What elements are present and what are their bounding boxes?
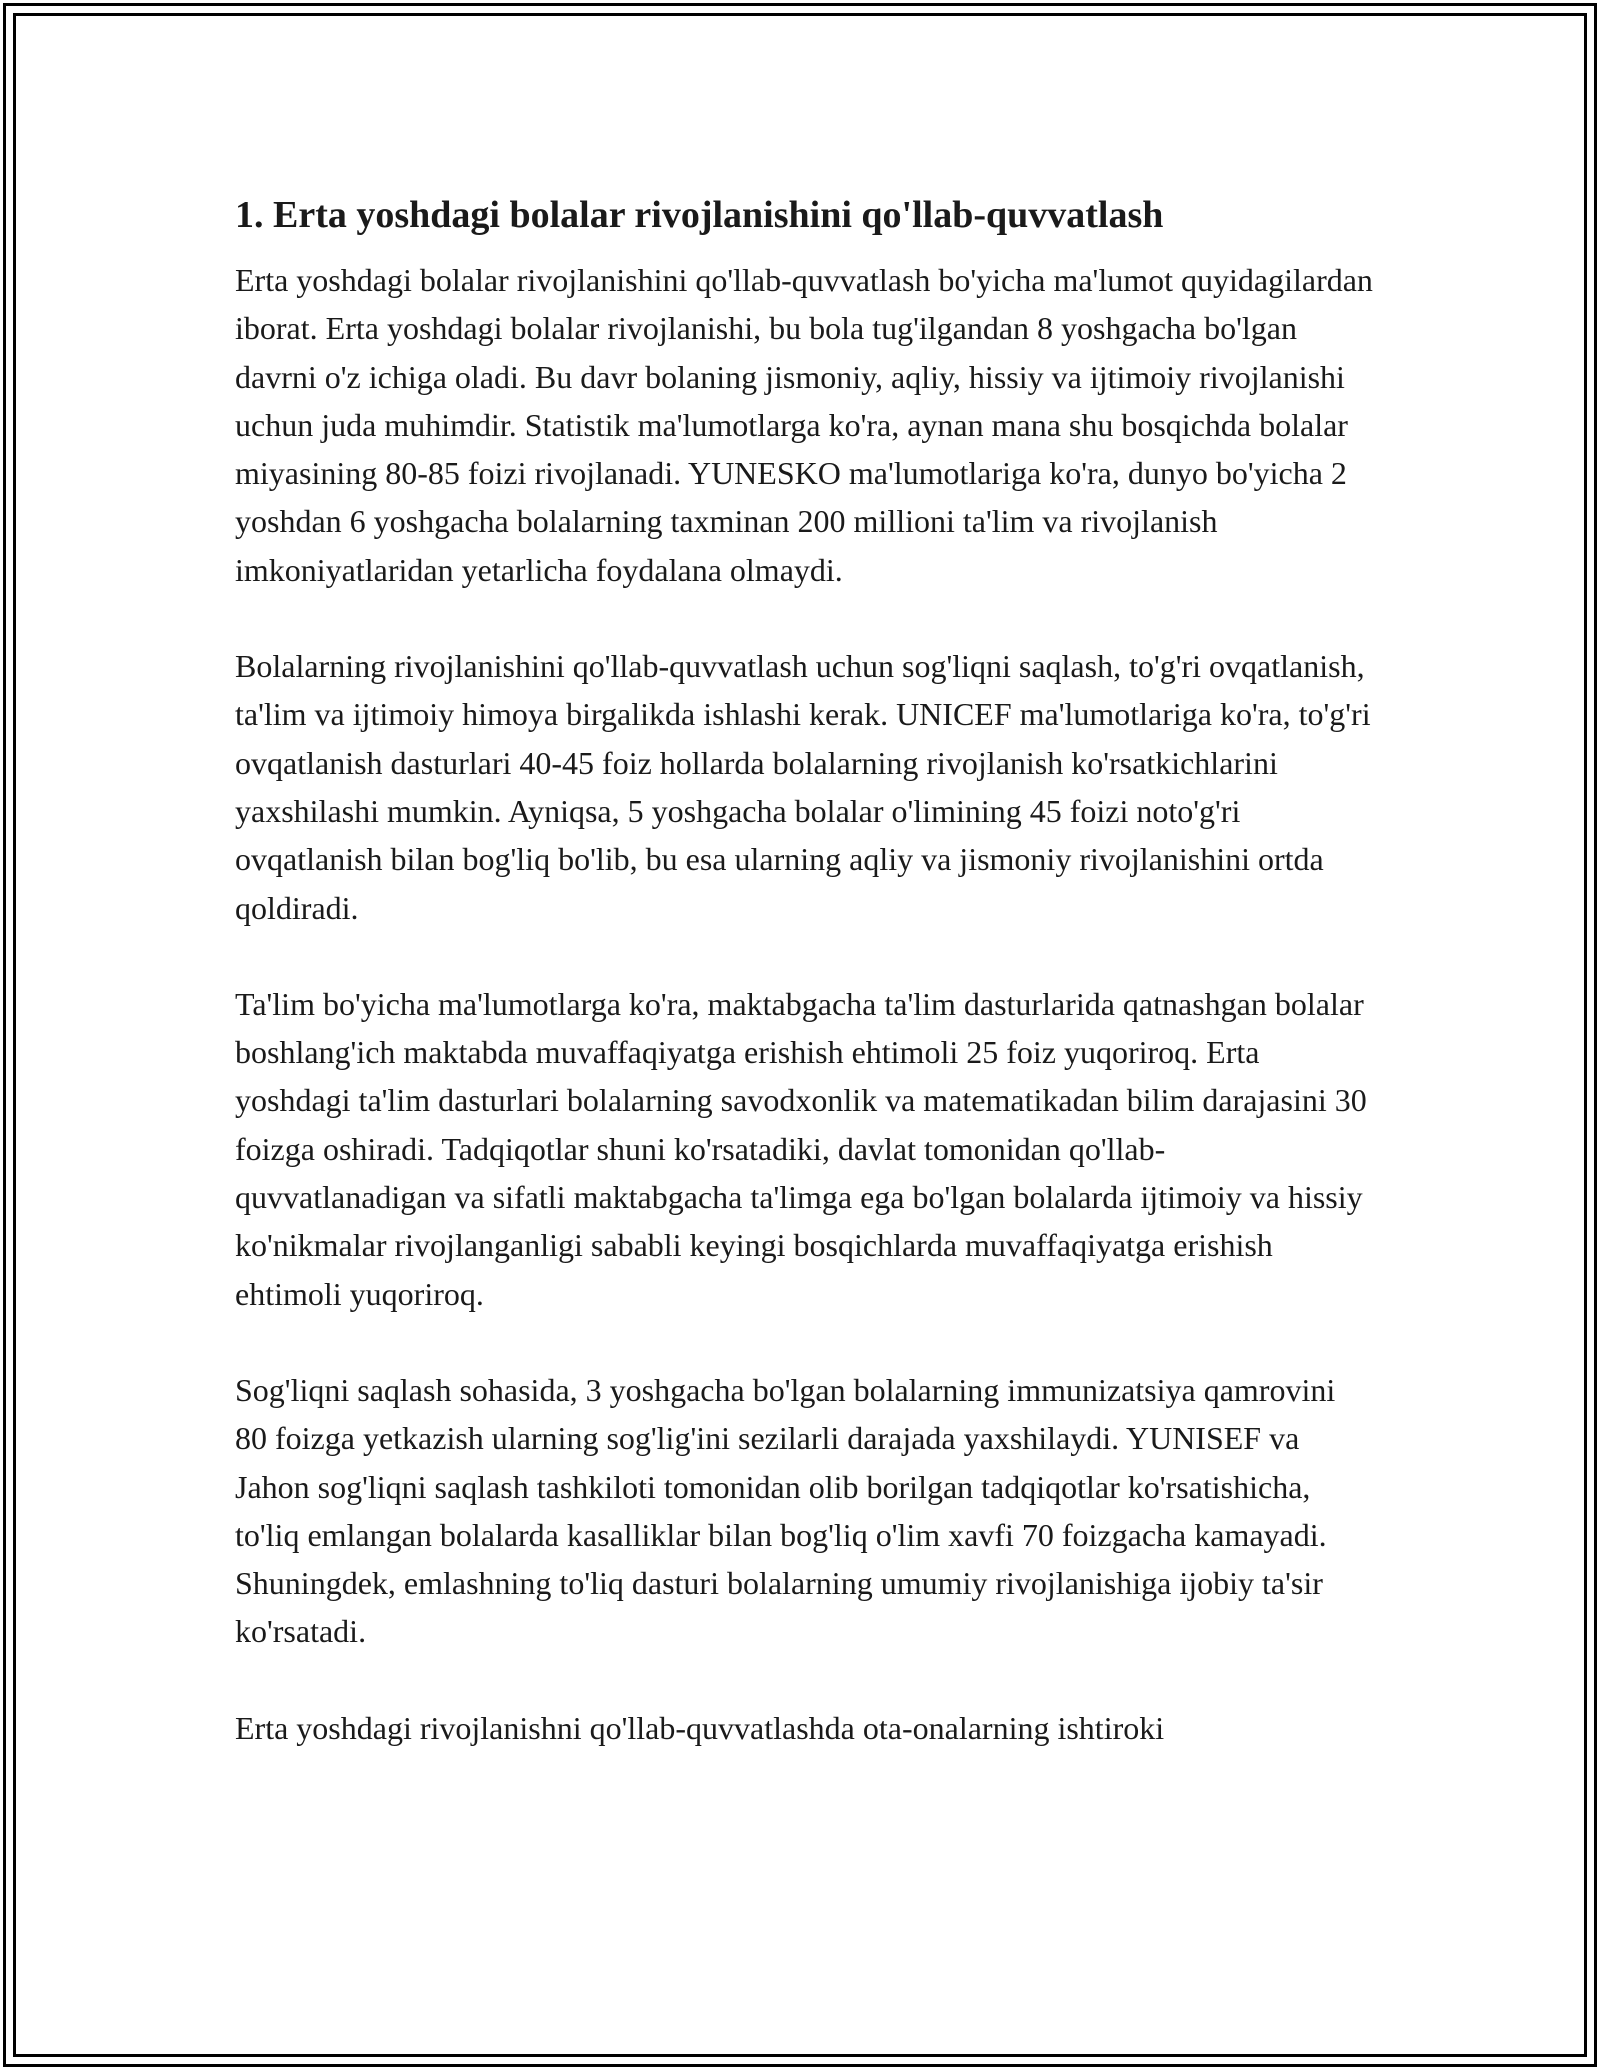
paragraph-nutrition: Bolalarning rivojlanishini qo'llab-quvvatlash uchun sog'liqni saqlash, to'g'ri ovqatlanish, ta'lim va ijtimoiy himoya birgalikda ishlashi kerak. UNICEF ma'lumotlariga ko'ra, to'g'ri ovqatlanish dasturlari 40-45 foiz hollarda bolalarning rivojlanish ko'rsatkichlarini yaxshilashi mumkin. Ayniqsa, 5 yoshgacha bolalar o'limining 45 foizi noto'g'ri ovqatlanish bilan bog'liq bo'lib, bu esa ularning aqliy va jismoniy rivojlanishini ortda qoldiradi.	[235, 648, 1371, 926]
paragraph-education: Ta'lim bo'yicha ma'lumotlarga ko'ra, maktabgacha ta'lim dasturlarida qatnashgan bolalar boshlang'ich maktabda muvaffaqiyatga erishish ehtimoli 25 foiz yuqoriroq. Erta yoshdagi ta'lim dasturlari bolalarning savodxonlik va matematikadan bilim darajasini 30 foizga oshiradi. Tadqiqotlar shuni ko'rsatadiki, davlat tomonidan qo'llab-quvvatlanadigan va sifatli maktabgacha ta'limga ega bo'lgan bolalarda ijtimoiy va hissiy ko'nikmalar rivojlanganligi sababli keyingi bosqichlarda muvaffaqiyatga erishish ehtimoli yuqoriroq.	[235, 985, 1367, 1312]
paragraph-health: Sog'liqni saqlash sohasida, 3 yoshgacha bo'lgan bolalarning immunizatsiya qamrovini 80 foizga yetkazish ularning sog'lig'ini sezilarli darajada yaxshilaydi. YUNISEF va Jahon sog'liqni saqlash tashkiloti tomonidan olib borilgan tadqiqotlar ko'rsatishicha, to'liq emlangan bolalarda kasalliklar bilan bog'liq o'lim xavfi 70 foizgacha kamayadi. Shuningdek, emlashning to'liq dasturi bolalarning umumiy rivojlanishiga ijobiy ta'sir ko'rsatadi.	[235, 1371, 1336, 1650]
document-body	[235, 186, 1375, 1800]
paragraph-intro: Erta yoshdagi bolalar rivojlanishini qo'llab-quvvatlash bo'yicha ma'lumot quyidagilardan iborat. Erta yoshdagi bolalar rivojlanishi, bu bola tug'ilgandan 8 yoshgacha bo'lgan davrni o'z ichiga oladi. Bu davr bolaning jismoniy, aqliy, hissiy va ijtimoiy rivojlanishi uchun juda muhimdir. Statistik ma'lumotlarga ko'ra, aynan mana shu bosqichda bolalar miyasining 80-85 foizi rivojlanadi. YUNESKO ma'lumotlariga ko'ra, dunyo bo'yicha 2 yoshdan 6 yoshgacha bolalarning taxminan 200 millioni ta'lim va rivojlanish imkoniyatlaridan yetarlicha foydalana olmaydi.	[235, 262, 1373, 588]
paragraph-parents: Erta yoshdagi rivojlanishni qo'llab-quvvatlashda ota-onalarning ishtiroki	[235, 1709, 1165, 1746]
document-title: 1. Erta yoshdagi bolalar rivojlanishini qo'llab-quvvatlash	[235, 194, 1164, 236]
